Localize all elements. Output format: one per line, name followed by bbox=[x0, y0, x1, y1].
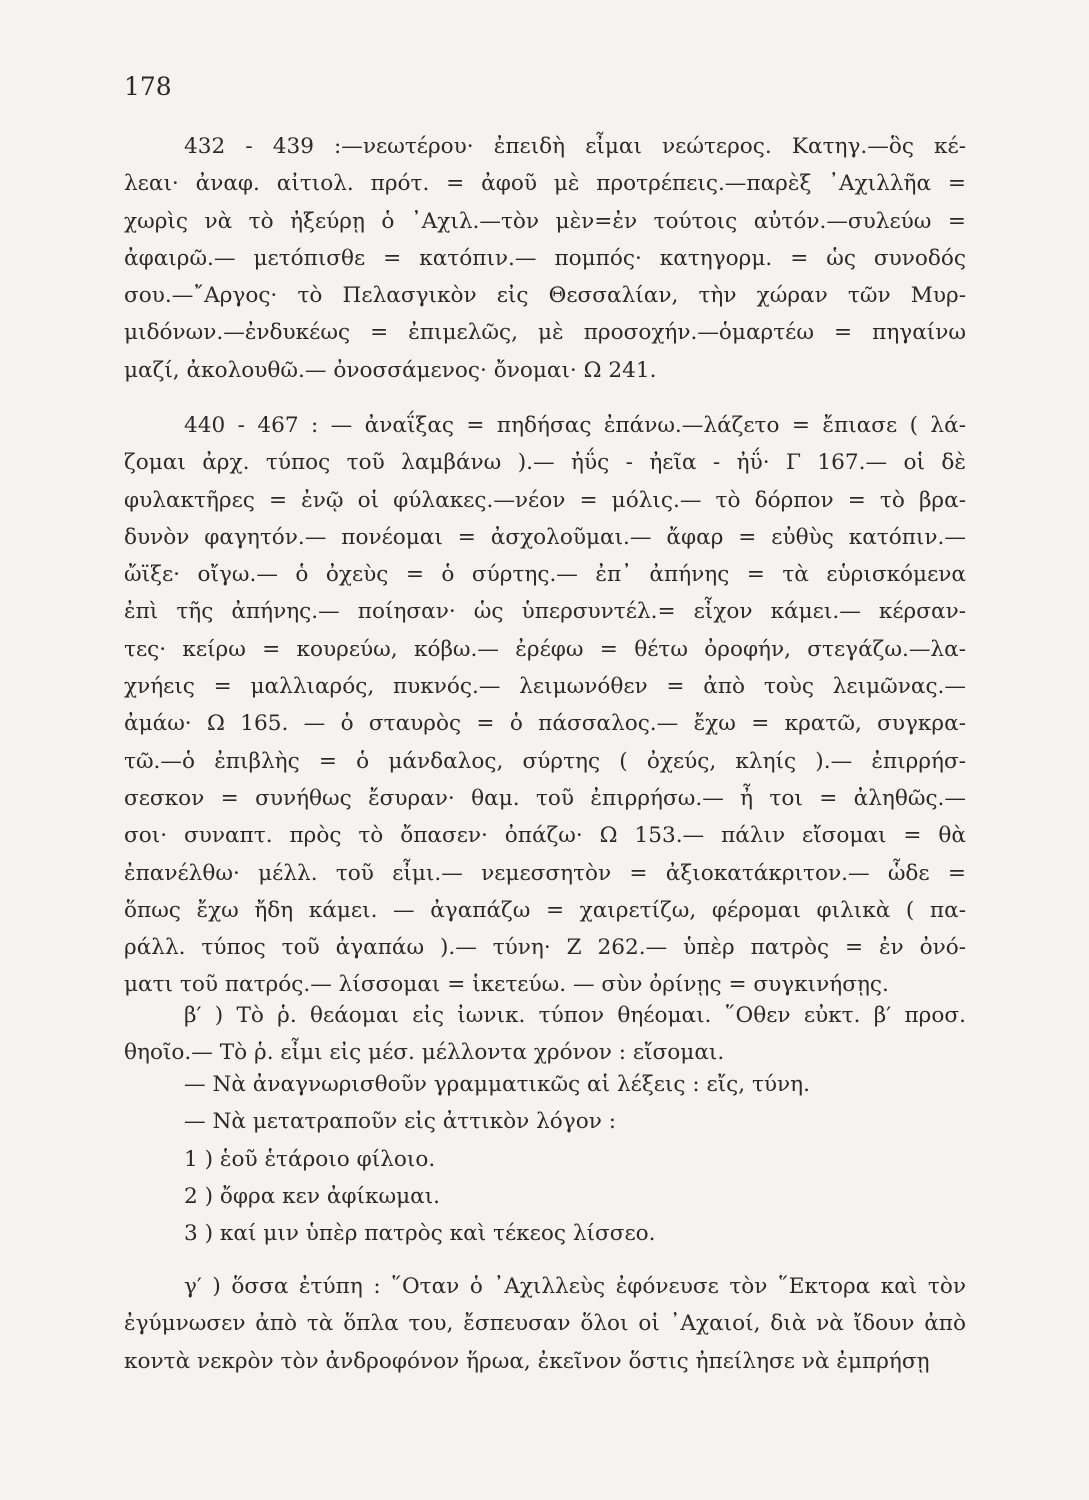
paragraph-beta bbox=[124, 997, 966, 1072]
p2-line: ἀμάω· Ω 165. — ὁ σταυρὸς = ὁ πάσσαλος.— ἔχω = κρατῶ, συγκρα- bbox=[124, 711, 966, 737]
p2-line: ἐπὶ τῆς ἀπήνης.— ποίησαν· ὡς ὑπερσυντέλ.= εἶχον κάμει.— κέρσαν- bbox=[124, 599, 966, 625]
p1-line: 432 - 439 :—νεωτέρου· ἐπειδὴ εἶμαι νεώτερος. Κατηγ.—ὃς κέ- bbox=[184, 134, 966, 159]
p1-line: λεαι· ἀναφ. αἰτιολ. πρότ. = ἀφοῦ μὲ προτρέπεις.—παρὲξ ᾿Αχιλλῆα = bbox=[124, 171, 966, 197]
p4-line: ἐγύμνωσεν ἀπὸ τὰ ὅπλα του, ἔσπευσαν ὅλοι οἱ ᾿Αχαιοί, διὰ νὰ ἴδουν ἀπὸ bbox=[124, 1311, 966, 1337]
items-line: — Νὰ μετατραποῦν εἰς ἀττικὸν λόγον : bbox=[184, 1109, 616, 1135]
paragraph-440-467 bbox=[124, 407, 966, 1004]
p3-line: β′ ) Τὸ ῥ. θεάομαι εἰς ἰωνικ. τύπον θηέομαι. ῞Οθεν εὐκτ. β′ προσ. bbox=[184, 1003, 966, 1028]
p2-line: 440 - 467 : — ἀναΐξας = πηδήσας ἐπάνω.—λάζετο = ἔπιασε ( λά- bbox=[184, 413, 966, 438]
items-line: 1 ) ἑοῦ ἑτάροιο φίλοιο. bbox=[184, 1146, 436, 1172]
p2-line: σεσκον = συνήθως ἔσυραν· θαμ. τοῦ ἐπιρρήσω.— ἦ τοι = ἀληθῶς.— bbox=[124, 785, 966, 811]
p1-line: μαζί, ἀκολουθῶ.— ὀνοσσάμενος· ὄνομαι· Ω 241. bbox=[124, 357, 657, 383]
exercise-list bbox=[124, 1066, 966, 1252]
p2-line: δυνὸν φαγητόν.— πονέομαι = ἀσχολοῦμαι.— ἄφαρ = εὐθὺς κατόπιν.— bbox=[124, 524, 966, 550]
p4-line: γ′ ) ὅσσα ἐτύπη : ῞Οταν ὁ ᾿Αχιλλεὺς ἐφόνευσε τὸν ῞Εκτορα καὶ τὸν bbox=[184, 1274, 966, 1299]
p4-line: κοντὰ νεκρὸν τὸν ἀνδροφόνον ἥρωα, ἐκεῖνον ὅστις ἠπείλησε νὰ ἐμπρήσῃ bbox=[124, 1348, 930, 1374]
p2-line: ὅπως ἔχω ἤδη κάμει. — ἀγαπάζω = χαιρετίζω, φέρομαι φιλικὰ ( πα- bbox=[124, 897, 966, 923]
items-line: 3 ) καί μιν ὑπὲρ πατρὸς καὶ τέκεος λίσσεο. bbox=[184, 1221, 656, 1247]
p2-line: χνήεις = μαλλιαρός, πυκνός.— λειμωνόθεν = ἀπὸ τοὺς λειμῶνας.— bbox=[124, 674, 966, 700]
p2-line: σοι· συναπτ. πρὸς τὸ ὄπασεν· ὀπάζω· Ω 153.— πάλιν εἴσομαι = θὰ bbox=[124, 823, 966, 849]
p2-line: ματι τοῦ πατρός.— λίσσομαι = ἱκετεύω. — σὺν ὀρίνῃς = συγκινήσῃς. bbox=[124, 972, 889, 998]
page-number: 178 bbox=[124, 72, 172, 101]
p2-line: ἐπανέλθω· μέλλ. τοῦ εἶμι.— νεμεσσητὸν = ἀξιοκατάκριτον.— ὧδε = bbox=[124, 860, 966, 886]
p2-line: ὤϊξε· οἴγω.— ὁ ὀχεὺς = ὁ σύρτης.— ἐπ᾿ ἀπήνης = τὰ εὑρισκόμενα bbox=[124, 562, 966, 588]
items-line: 2 ) ὄφρα κεν ἀφίκωμαι. bbox=[184, 1183, 441, 1209]
p1-line: μιδόνων.—ἐνδυκέως = ἐπιμελῶς, μὲ προσοχήν.—ὁμαρτέω = πηγαίνω bbox=[124, 320, 966, 346]
paragraph-gamma bbox=[124, 1268, 966, 1380]
p2-line: φυλακτῆρες = ἐνῷ οἱ φύλακες.—νέον = μόλις.— τὸ δόρπον = τὸ βρα- bbox=[124, 487, 966, 513]
paragraph-432-439 bbox=[124, 128, 966, 389]
p2-line: ράλλ. τύπος τοῦ ἀγαπάω ).— τύνη· Ζ 262.— ὑπὲρ πατρὸς = ἐν ὀνό- bbox=[124, 935, 966, 961]
p1-line: ἀφαιρῶ.— μετόπισθε = κατόπιν.— πομπός· κατηγορμ. = ὡς συνοδός bbox=[124, 245, 966, 271]
items-line: — Νὰ ἀναγνωρισθοῦν γραμματικῶς αἱ λέξεις : εἴς, τύνη. bbox=[184, 1072, 810, 1097]
p2-line: ζομαι ἀρχ. τύπος τοῦ λαμβάνω ).— ἠΰς - ἠεῖα - ἠΰ· Γ 167.— οἱ δὲ bbox=[124, 450, 966, 476]
p1-line: χωρὶς νὰ τὸ ἠξεύρῃ ὁ ᾿Αχιλ.—τὸν μὲν=ἐν τούτοις αὐτόν.—συλεύω = bbox=[124, 208, 966, 234]
p3-line: θηοῖο.— Τὸ ῥ. εἶμι εἰς μέσ. μέλλοντα χρόνον : εἴσομαι. bbox=[124, 1040, 725, 1066]
p2-line: τῶ.—ὁ ἐπιβλὴς = ὁ μάνδαλος, σύρτης ( ὀχεύς, κληίς ).— ἐπιρρήσ- bbox=[124, 748, 966, 774]
p2-line: τες· κείρω = κουρεύω, κόβω.— ἐρέφω = θέτω ὀροφήν, στεγάζω.—λα- bbox=[124, 636, 966, 662]
p1-line: σου.—῎Αργος· τὸ Πελασγικὸν εἰς Θεσσαλίαν, τὴν χώραν τῶν Μυρ- bbox=[124, 283, 966, 309]
